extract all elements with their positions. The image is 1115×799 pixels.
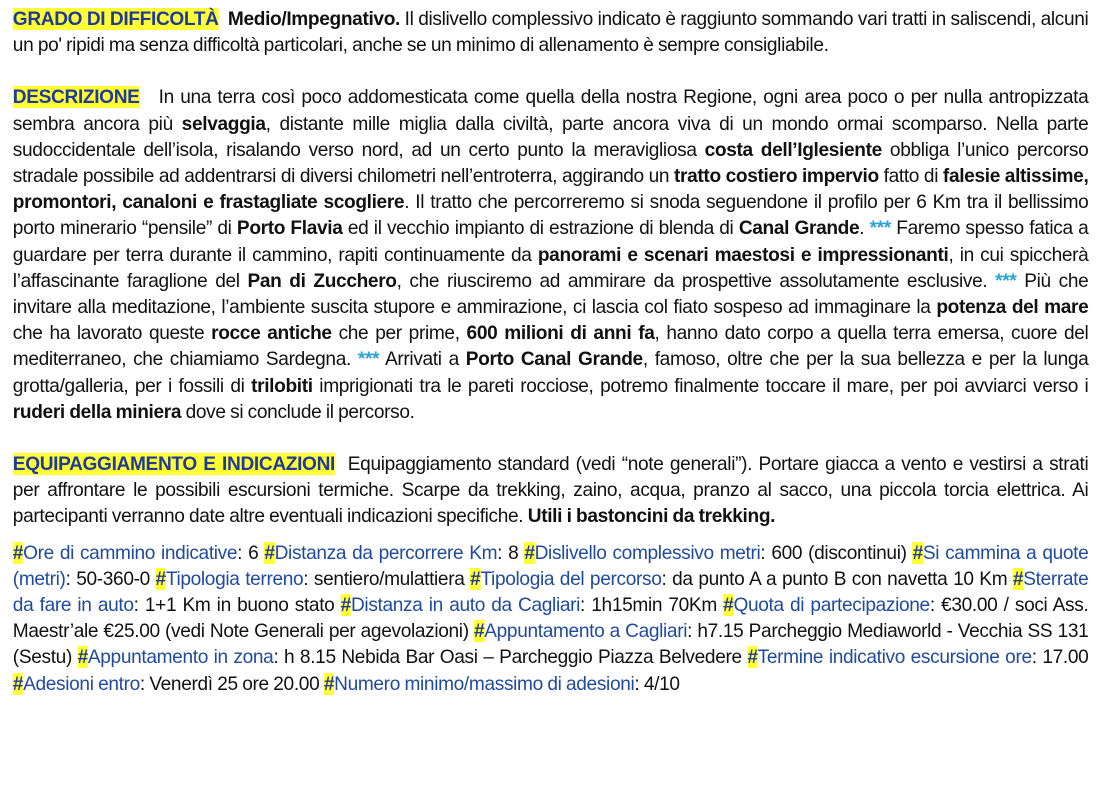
description-bold: selvaggia bbox=[181, 112, 266, 135]
separator-stars: *** bbox=[357, 348, 380, 371]
description-bold: trilobiti bbox=[251, 374, 313, 397]
description-bold: 600 milioni di anni fa bbox=[466, 322, 655, 345]
info-label: Appuntamento a Cagliari bbox=[484, 620, 688, 643]
info-label: Ore di cammino indicative bbox=[23, 541, 238, 564]
info-value: : da punto A a punto B con navetta 10 Km bbox=[661, 567, 1013, 590]
info-item bbox=[156, 568, 471, 590]
info-label: Termine indicativo escursione ore bbox=[757, 646, 1032, 669]
separator-stars: *** bbox=[995, 269, 1017, 292]
hashtag-marker: # bbox=[473, 620, 485, 643]
description-text: , distante mille miglia dalla civiltà, parte ancora viva di un mondo ormai scomparso. Nella parte sudoccidentale dell’isola, risalando verso nord, ad un certo punto la meravigliosa bbox=[12, 112, 1089, 161]
info-label: Tipologia terreno bbox=[165, 567, 304, 590]
separator-stars: *** bbox=[869, 217, 891, 240]
info-item bbox=[13, 542, 265, 564]
info-value: : sentiero/mulattiera bbox=[303, 567, 471, 590]
hashtag-marker: # bbox=[155, 567, 166, 590]
hashtag-marker: # bbox=[340, 594, 351, 617]
info-label: Tipologia del percorso bbox=[480, 567, 662, 590]
description-text: . Il tratto che percorreremo si snoda seguendone il profilo per 6 Km tra il bellissimo porto minerario “pensile” di bbox=[12, 191, 1089, 240]
info-item bbox=[747, 646, 1088, 668]
difficulty-heading: GRADO DI DIFFICOLTÀ bbox=[12, 8, 219, 30]
hashtag-marker: # bbox=[77, 646, 88, 669]
description-text: , che riusciremo ad ammirare da prospettive assolutamente esclusive. bbox=[396, 269, 996, 292]
hashtag-marker: # bbox=[470, 567, 481, 590]
description-text: Faremo spesso fatica a guardare per terra durante il cammino, rapiti continuamente da bbox=[12, 217, 1089, 266]
description-text: Più che invitare alla meditazione, l’ambiente suscita stupore e ammirazione, ci lascia col fiato sospeso ad immaginare la bbox=[12, 269, 1089, 319]
description-text: fatto di bbox=[878, 165, 943, 188]
description-text: , in cui spiccherà l’affascinante faraglione del bbox=[12, 243, 1089, 292]
description-text: Arrivati a bbox=[379, 348, 466, 371]
hashtag-marker: # bbox=[12, 541, 24, 564]
info-label: Numero minimo/massimo di adesioni bbox=[334, 672, 635, 695]
description-bold: Porto Flavia bbox=[236, 217, 343, 240]
info-item bbox=[78, 646, 748, 668]
difficulty-text: Il dislivello complessivo indicato è raggiunto sommando vari tratti in saliscendi, alcuni un po' ripidi ma senza difficoltà particolari, anche se un minimo di allenamento è sempre consigliabile. bbox=[12, 8, 1089, 57]
description-bold: costa dell’Iglesiente bbox=[704, 138, 882, 161]
description-text: dove si conclude il percorso. bbox=[181, 400, 415, 423]
difficulty-paragraph bbox=[13, 6, 1089, 58]
info-value: : 17.00 bbox=[1031, 646, 1089, 669]
info-value: : 600 (discontinui) bbox=[760, 541, 913, 564]
hashtag-marker: # bbox=[723, 594, 734, 617]
hashtag-marker: # bbox=[323, 672, 335, 695]
hashtag-marker: # bbox=[12, 672, 24, 695]
hashtag-marker: # bbox=[524, 541, 535, 564]
info-value: : 50-360-0 bbox=[65, 567, 156, 590]
description-text: In una terra così poco addomesticata come quella della nostra Regione, ogni area poco o per nulla antropizzata sembra ancora più bbox=[12, 86, 1089, 135]
info-value: : 4/10 bbox=[634, 672, 680, 695]
section-gap bbox=[13, 530, 1089, 540]
difficulty-level: Medio/Impegnativo. bbox=[227, 8, 401, 30]
info-item bbox=[341, 594, 723, 616]
info-value: : h7.15 Parcheggio Mediaworld - Vecchia SS 131 (Sestu) bbox=[12, 620, 1089, 669]
info-label: Distanza in auto da Cagliari bbox=[350, 594, 581, 617]
description-bold: Pan di Zucchero bbox=[247, 269, 397, 292]
description-text: che per prime, bbox=[331, 322, 467, 345]
equipment-heading: EQUIPAGGIAMENTO E INDICAZIONI bbox=[12, 453, 335, 476]
info-value: : €30.00 / soci Ass. Maestr’ale €25.00 (vedi Note Generali per agevolazioni) bbox=[12, 594, 1089, 643]
info-label: Adesioni entro bbox=[23, 672, 140, 695]
info-item bbox=[524, 542, 912, 564]
description-bold: tratto costiero impervio bbox=[674, 165, 879, 188]
info-value: : 8 bbox=[497, 541, 525, 564]
info-item bbox=[470, 568, 1013, 590]
equipment-text: Equipaggiamento standard (vedi “note generali”). Portare giacca a vento e vestirsi a strati per affrontare le possibili escursioni termiche. Scarpe da trekking, zaino, acqua, pranzo al sacco, una piccola torcia elettrica. Ai partecipanti verranno date altre eventuali indicazioni specifiche. bbox=[12, 453, 1089, 528]
info-value: : 1h15min 70Km bbox=[580, 594, 724, 617]
equipment-paragraph bbox=[13, 451, 1089, 530]
description-text: . bbox=[859, 217, 870, 240]
description-bold: panorami e scenari maestosi e impressionanti bbox=[537, 243, 949, 266]
description-text: , hanno dato corpo a quella terra emersa, cuore del mediterraneo, che chiamiamo Sardegna. bbox=[12, 322, 1089, 371]
info-paragraph bbox=[13, 540, 1089, 697]
description-text: obbliga l’unico percorso stradale possibile ad addentrarsi di diversi chilometri nell’entroterra, aggirando un bbox=[12, 138, 1089, 188]
hashtag-marker: # bbox=[912, 541, 923, 564]
equipment-bold-note: Utili i bastoncini da trekking. bbox=[527, 505, 776, 528]
section-gap bbox=[13, 425, 1089, 451]
hashtag-marker: # bbox=[264, 541, 275, 564]
info-label: Quota di partecipazione bbox=[733, 594, 930, 617]
description-text: che ha lavorato queste bbox=[12, 322, 212, 345]
description-bold: ruderi della miniera bbox=[12, 400, 182, 423]
description-bold: Canal Grande bbox=[738, 217, 860, 240]
info-value: : 6 bbox=[237, 541, 265, 564]
description-text: ed il vecchio impianto di estrazione di blenda di bbox=[342, 217, 739, 240]
description-text: , famoso, oltre che per la sua bellezza e per la lunga grotta/galleria, per i fossili di bbox=[12, 348, 1089, 397]
info-label: Sterrate da fare in auto bbox=[12, 567, 1089, 617]
description-paragraph bbox=[13, 84, 1089, 425]
description-text: imprigionati tra le pareti rocciose, potremo finalmente toccare il mare, per poi avviarci verso i bbox=[312, 374, 1089, 397]
description-bold: Porto Canal Grande bbox=[465, 348, 643, 371]
info-item bbox=[264, 542, 524, 564]
info-label: Dislivello complessivo metri bbox=[534, 541, 761, 564]
info-item bbox=[324, 673, 680, 695]
description-bold: falesie altissime, promontori, canaloni e frastagliate scogliere bbox=[12, 165, 1089, 214]
info-label: Appuntamento in zona bbox=[87, 646, 274, 669]
info-value: : Venerdì 25 ore 20.00 bbox=[139, 672, 324, 695]
info-value: : h 8.15 Nebida Bar Oasi – Parcheggio Piazza Belvedere bbox=[273, 646, 748, 669]
info-item bbox=[13, 673, 324, 695]
description-heading: DESCRIZIONE bbox=[12, 86, 140, 109]
section-gap bbox=[13, 58, 1089, 84]
description-bold: potenza del mare bbox=[936, 296, 1089, 319]
hashtag-marker: # bbox=[1012, 567, 1024, 590]
info-value: : 1+1 Km in buono stato bbox=[133, 594, 341, 617]
info-label: Si cammina a quote (metri) bbox=[12, 541, 1089, 590]
info-label: Distanza da percorrere Km bbox=[274, 541, 498, 564]
hashtag-marker: # bbox=[747, 646, 758, 669]
description-bold: rocce antiche bbox=[211, 322, 332, 345]
